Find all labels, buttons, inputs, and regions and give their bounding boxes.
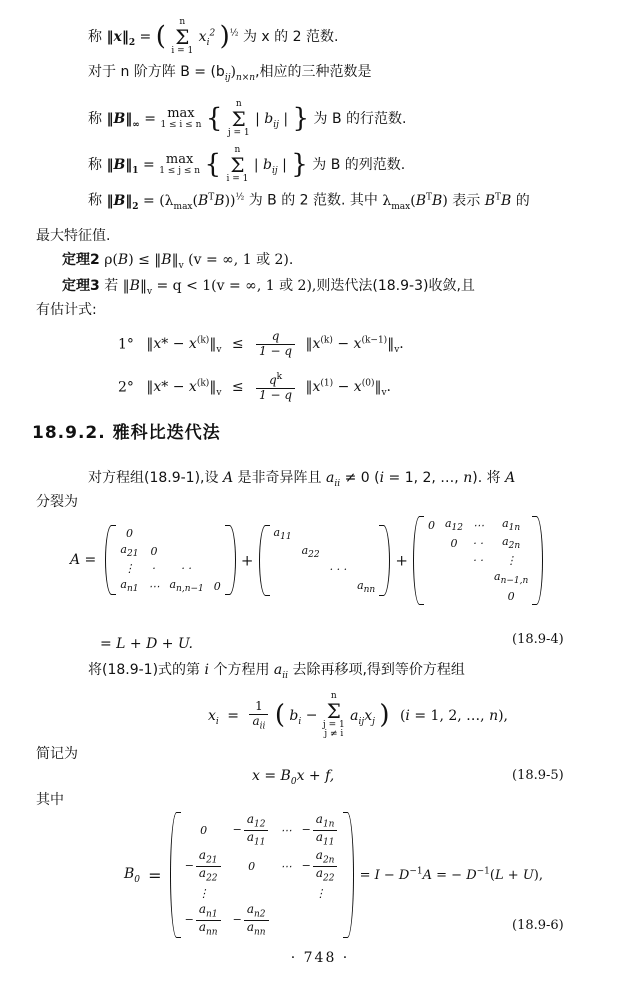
cell (352, 543, 380, 561)
matrix-left-paren (413, 516, 424, 605)
cell (269, 578, 297, 596)
matrix-B0-tail: = $I - D^{-1}A$ = − $D^{-1}(L + U)$, (359, 867, 543, 884)
estimate-1-mark: 1° (118, 336, 134, 353)
eq5-body: $x = B_0x + f$, (252, 768, 335, 787)
text-line-split: 分裂为 (36, 494, 78, 510)
equation-xi (208, 692, 508, 739)
cell (276, 885, 297, 902)
cell (228, 885, 276, 902)
matrix-L-table (115, 525, 225, 595)
text-line-eigen: 最大特征值. (36, 228, 111, 244)
cell: · · (473, 554, 484, 568)
cell (440, 569, 468, 587)
max-operator-row (160, 107, 201, 130)
matrix-row (269, 543, 381, 561)
cell (297, 578, 325, 596)
summation-operator (171, 18, 193, 56)
line5-eq: = $(\lambda_{max}(B^TB))^{\frac{1}{2}}$ (143, 192, 245, 212)
cell: $a_{21}$ (120, 543, 139, 560)
sigma-icon: Σ (175, 25, 190, 49)
xi-equals: = (227, 707, 239, 724)
theorem-2 (62, 252, 293, 272)
xi-b-term: $b_i$ (289, 707, 302, 727)
line3-suffix: 为 B 的行范数. (313, 111, 407, 127)
page-number: · 748 · (290, 950, 350, 966)
line5-mid-text: 为 B 的 2 范数. 其中 (248, 192, 378, 209)
line1-suffix: 为 x 的 2 范数. (242, 29, 339, 45)
line4-norm: $‖B‖_1$ (106, 157, 139, 176)
sum-lower-limit: i = 1 (171, 46, 194, 56)
cell: ⋮ (315, 886, 327, 900)
cell (269, 543, 297, 561)
matrix-row (115, 577, 225, 595)
sum-upper-limit: n (179, 17, 186, 27)
paren-right: ) (379, 699, 390, 730)
matrix-D (259, 525, 391, 597)
cell: · · (181, 562, 192, 576)
line5-prefix: 称 (88, 192, 102, 209)
fraction-denominator: $a_{ii}$ (249, 714, 268, 732)
matrix-right-paren (225, 525, 236, 595)
text-line-matrix-norms-intro (88, 64, 372, 84)
matrix-row (115, 525, 225, 542)
equation-18-9-5 (252, 768, 334, 788)
equation-number-2: (18.9-5) (512, 768, 564, 783)
sum-upper-limit: n (330, 691, 337, 701)
xi-fraction (249, 700, 268, 732)
cell (143, 525, 164, 542)
sigma-icon: Σ (326, 699, 341, 723)
cell (164, 525, 208, 542)
cell: $a_{12}$ (444, 517, 463, 534)
jacobi-intro-pre: 对方程组(18.9-1),设 A 是非奇异阵且 $a_{ii} \ne 0$ (i = 1, 2, …, n). 将 A (88, 470, 516, 489)
estimate-2-mark: 2° (118, 379, 134, 396)
text-line-where: 其中 (36, 792, 64, 808)
estimate-2-fraction (256, 372, 295, 403)
sum-body: $x_i^2$ (198, 28, 216, 48)
matrix-right-paren (379, 525, 390, 597)
matrix-U-table (423, 516, 533, 605)
line1-prefix: 称 (88, 29, 102, 45)
cell: 0 (200, 823, 208, 837)
cell (164, 542, 208, 560)
cell: $a_{22}$ (301, 543, 320, 560)
cell: ⋯ (280, 860, 292, 874)
sum-lower-limit: i = 1 (226, 174, 249, 184)
matrix-B0-block (124, 812, 543, 938)
cell: 0 (213, 579, 221, 593)
estimate-formula-1 (118, 330, 404, 359)
fraction-numerator: 1 (255, 698, 263, 713)
brace-right: } (292, 103, 310, 134)
cell: $a_{n1}$ (120, 578, 139, 595)
matrix-row (180, 848, 345, 884)
cell: 0 (507, 589, 515, 603)
cell (325, 578, 352, 596)
plus-sign-1: + (240, 551, 254, 570)
text-line-col-norm (88, 146, 405, 184)
cell (325, 543, 352, 561)
line1-norm: $‖x‖_2$ (106, 29, 136, 48)
matrix-row (180, 812, 345, 848)
matrix-row (115, 542, 225, 560)
matrix-U (413, 516, 543, 605)
line4-prefix: 称 (88, 157, 102, 173)
line4-suffix: 为 B 的列范数. (312, 157, 406, 173)
text-line-jacobi-intro (88, 470, 515, 490)
brace-left: { (205, 103, 223, 134)
matrix-left-paren (170, 812, 181, 938)
matrix-row (269, 561, 381, 578)
cell (325, 525, 352, 543)
xi-lhs: $x_i$ (208, 707, 219, 727)
max-operator-col (159, 153, 200, 176)
estimate-1-fraction (256, 330, 295, 359)
cell: $a_{n-1,n}$ (494, 570, 529, 587)
sum-upper-limit: n (235, 99, 242, 109)
max-index: 1 ≤ i ≤ n (160, 120, 202, 131)
cell: 0 (450, 536, 458, 550)
fraction-denominator: 1 − q (256, 388, 295, 403)
theorem-3-label: 定理3 (62, 278, 100, 294)
sum-lower-limit: j = 1 j ≠ i (322, 720, 345, 739)
cell (440, 552, 468, 569)
cell: 0 (125, 527, 133, 541)
cell: 0 (248, 860, 256, 874)
line5-tail: $\lambda_{max}(B^TB)$ 表示 $B^TB$ 的 (382, 192, 530, 212)
matrix-B0-table (180, 812, 345, 938)
estimate-1-lhs: ‖x* − $x^{(k)}‖_v$ (146, 335, 222, 356)
xi-sum-body: $a_{ij}x_j$ (350, 707, 375, 727)
line1-equals: = (139, 29, 152, 45)
theorem-3 (62, 278, 475, 298)
cell: − $\frac{a_{12}}{a_{11}}$ (228, 812, 276, 848)
fraction-denominator: 1 − q (256, 344, 295, 359)
text-line-LDU: = L + D + U. (100, 636, 193, 652)
cell (423, 588, 440, 605)
brace-left: { (204, 149, 222, 180)
plus-sign-2: + (395, 551, 408, 570)
cell (297, 902, 345, 938)
matrix-right-paren (532, 516, 543, 605)
max-label: max (165, 152, 194, 168)
max-index: 1 ≤ j ≤ n (159, 166, 201, 177)
estimate-2-rhs: $‖x^{(1)}$ − $x^{(0)}‖_v$. (305, 378, 391, 399)
cell (423, 552, 440, 569)
cell: 0 (150, 544, 158, 558)
estimate-1-rhs: $‖x^{(k)}$ − $x^{(k-1)}‖_v$. (305, 335, 404, 356)
section-heading: 18.9.2. 雅科比迭代法 (32, 423, 221, 443)
cell: − $\frac{a_{2n}}{a_{22}}$ (297, 848, 345, 884)
sum-body: | $b_{ij}$ | (255, 111, 289, 130)
matrix-B0-label: $B_0$ (124, 865, 141, 885)
text-line-estimate-intro: 有估计式: (36, 302, 97, 318)
cell (297, 525, 325, 543)
estimate-2-relation: ≤ (231, 379, 244, 396)
sigma-icon: Σ (230, 153, 245, 177)
matrix-left-paren (259, 525, 270, 597)
left-paren: ( (155, 21, 166, 52)
matrix-right-paren (343, 812, 354, 938)
cell: ⋮ (198, 886, 210, 900)
cell (276, 902, 297, 938)
cell (468, 569, 489, 587)
cell: $a_{n,n-1}$ (169, 578, 204, 595)
paren-left: ( (274, 699, 285, 730)
summation-operator-row (228, 100, 250, 138)
summation-operator-col (227, 146, 249, 184)
text-line-divide (88, 662, 465, 682)
xi-minus: − (305, 707, 318, 724)
cell: 0 (427, 518, 435, 532)
cell: · · (473, 536, 484, 550)
cell: ⋮ (123, 562, 135, 576)
exponent-half: ½ (229, 28, 239, 39)
matrix-row (423, 516, 533, 534)
equation-number-3: (18.9-6) (512, 918, 564, 933)
matrix-row (269, 525, 381, 543)
max-label: max (167, 106, 195, 122)
sum-body: | $b_{ij}$ | (253, 157, 287, 176)
cell: · · · (329, 562, 348, 576)
summation-operator-xi (323, 692, 345, 739)
matrix-row (423, 534, 533, 552)
matrix-row (423, 588, 533, 605)
matrix-row (423, 552, 533, 569)
matrix-row (180, 885, 345, 902)
line5-norm: $‖B‖_2$ (106, 192, 139, 212)
line4-equals: = (143, 157, 155, 173)
matrix-A-label: A = (70, 552, 97, 569)
brace-right: } (291, 149, 308, 180)
matrix-D-table (269, 525, 381, 597)
matrix-row (423, 569, 533, 587)
theorem-2-body: $\rho(B) \le ‖B‖_v$ (v = ∞, 1 或 2). (104, 252, 294, 271)
cell: $a_{nn}$ (357, 578, 376, 596)
estimate-2-lhs: ‖x* − $x^{(k)}‖_v$ (146, 378, 222, 399)
line2-sub: ij (224, 72, 231, 83)
right-paren: ) (219, 21, 230, 52)
cell (209, 525, 226, 542)
sum-lower-limit: j = 1 (227, 128, 250, 138)
line2-prefix: 对于 n 阶方阵 B = (b (88, 64, 225, 80)
cell: ⋯ (473, 518, 484, 532)
fraction-numerator: $q^k$ (268, 372, 283, 387)
cell (209, 542, 226, 560)
cell (297, 561, 325, 578)
divide-text: 将(18.9-1)式的第 i 个方程用 $a_{ii}$ 去除再移项,得到等价方程组 (88, 662, 465, 681)
fraction-numerator: q (271, 329, 280, 343)
text-line-row-norm (88, 100, 406, 138)
cell: · (152, 562, 156, 576)
cell (352, 525, 380, 543)
theorem-3-body: 若 $‖B‖_v = q < 1(v$ = ∞, 1 或 2),则迭代法(18.9-3)收敛,且 (104, 278, 475, 297)
text-line-norm2-x (88, 18, 338, 56)
line3-norm: $‖B‖_\infty$ (106, 111, 140, 130)
cell: − $\frac{a_{1n}}{a_{11}}$ (297, 812, 345, 848)
cell: $a_{11}$ (273, 525, 292, 542)
cell: − $\frac{a_{21}}{a_{22}}$ (180, 848, 228, 884)
cell: − $\frac{a_{n1}}{a_{nn}}$ (180, 902, 228, 938)
equation-number-1: (18.9-4) (512, 632, 564, 647)
estimate-formula-2 (118, 372, 391, 403)
matrix-decomposition (70, 516, 543, 605)
estimate-1-relation: ≤ (231, 336, 244, 353)
text-line-abbrev: 简记为 (36, 746, 78, 762)
matrix-row (269, 578, 381, 596)
matrix-left-paren (105, 525, 116, 595)
line2-dim: n×n (235, 72, 256, 83)
matrix-L (105, 525, 235, 595)
cell: $a_{1n}$ (502, 517, 521, 534)
line3-equals: = (144, 111, 156, 127)
sum-upper-limit: n (234, 145, 241, 155)
line2-mid: ) (230, 64, 236, 80)
matrix-row (180, 902, 345, 938)
cell (440, 588, 468, 605)
cell: ⋯ (148, 579, 160, 593)
cell (423, 569, 440, 587)
cell (423, 534, 440, 552)
cell (352, 561, 380, 578)
text-line-norm2-B (88, 192, 530, 212)
cell: − $\frac{a_{n2}}{a_{nn}}$ (228, 902, 276, 938)
line3-prefix: 称 (88, 111, 102, 127)
sigma-icon: Σ (231, 107, 246, 131)
matrix-B0-equals: = (148, 865, 162, 885)
cell: $a_{2n}$ (502, 535, 521, 552)
matrix-row (115, 560, 225, 577)
cell (269, 561, 297, 578)
cell (468, 588, 489, 605)
theorem-2-label: 定理2 (62, 252, 100, 268)
xi-range: (i = 1, 2, …, n), (399, 707, 509, 724)
cell: ⋯ (280, 823, 292, 837)
cell: ⋮ (505, 554, 517, 568)
line2-suffix: ,相应的三种范数是 (255, 64, 372, 80)
matrix-B0 (170, 812, 355, 938)
cell (209, 560, 226, 577)
